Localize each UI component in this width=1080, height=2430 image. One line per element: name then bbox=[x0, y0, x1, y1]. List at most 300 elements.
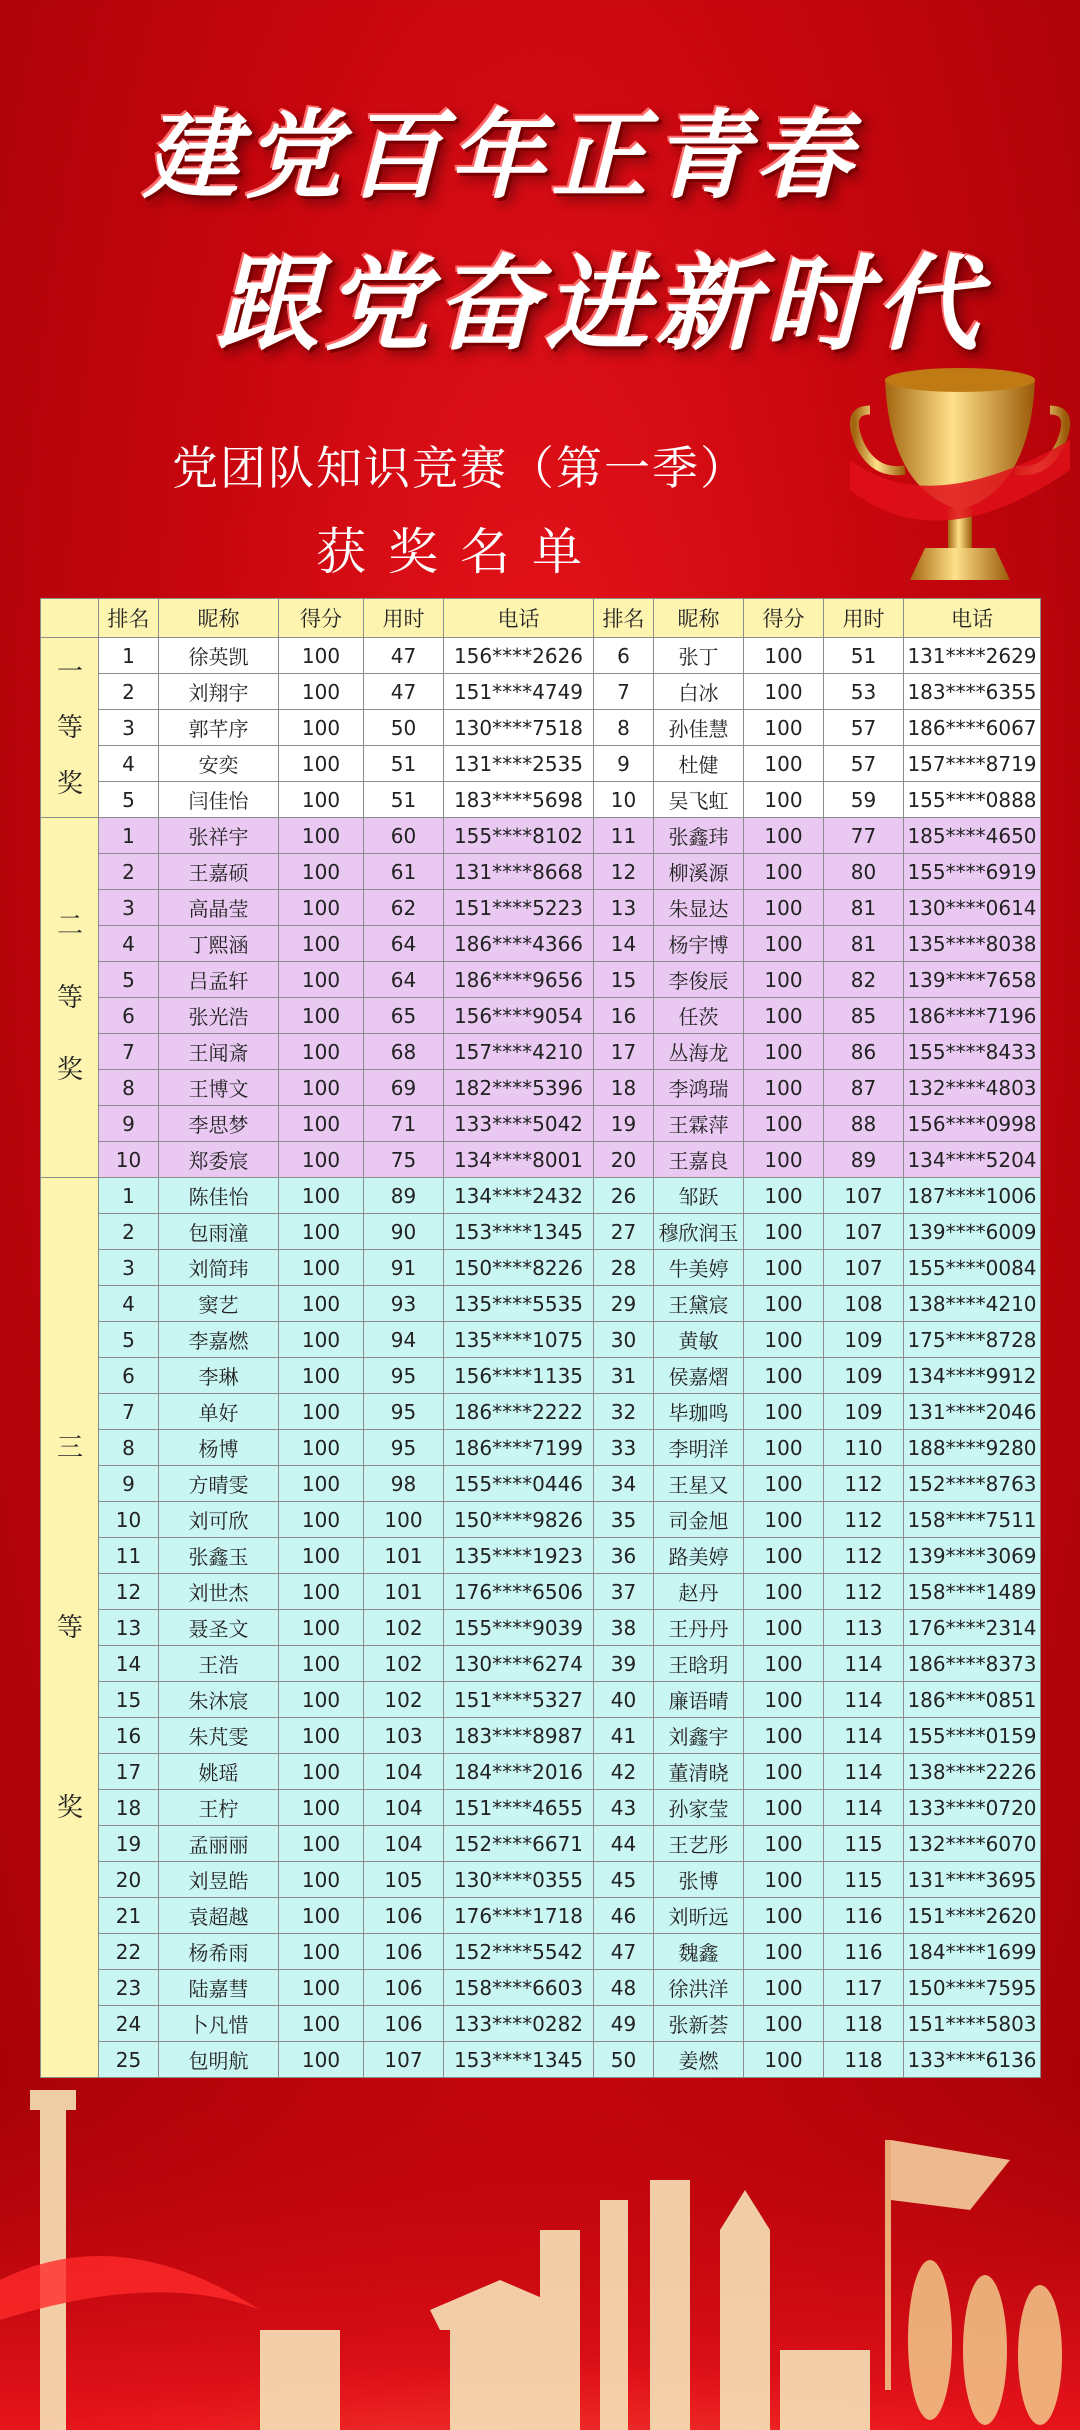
cell-phone: 133****5042 bbox=[444, 1106, 594, 1142]
cell-time: 109 bbox=[824, 1322, 904, 1358]
table-row bbox=[41, 746, 1041, 782]
cell-time: 93 bbox=[364, 1286, 444, 1322]
cell-score: 100 bbox=[279, 1970, 364, 2006]
cell-phone: 186****0851 bbox=[904, 1682, 1041, 1718]
cell-time: 114 bbox=[824, 1682, 904, 1718]
cell-nickname: 王闻斎 bbox=[159, 1034, 279, 1070]
cell-phone: 151****5223 bbox=[444, 890, 594, 926]
cell-phone: 150****7595 bbox=[904, 1970, 1041, 2006]
cell-nickname: 李明洋 bbox=[654, 1430, 744, 1466]
table-row bbox=[41, 1250, 1041, 1286]
cell-rank: 9 bbox=[594, 746, 654, 782]
slogan-line-1: 建党百年正青春 bbox=[143, 99, 857, 212]
cell-time: 86 bbox=[824, 1034, 904, 1070]
cell-rank: 4 bbox=[99, 746, 159, 782]
cell-nickname: 王丹丹 bbox=[654, 1610, 744, 1646]
cell-score: 100 bbox=[279, 1718, 364, 1754]
cell-rank: 41 bbox=[594, 1718, 654, 1754]
cell-rank: 3 bbox=[99, 890, 159, 926]
cell-time: 104 bbox=[364, 1826, 444, 1862]
cell-time: 65 bbox=[364, 998, 444, 1034]
cell-phone: 151****4655 bbox=[444, 1790, 594, 1826]
table-row bbox=[41, 962, 1041, 998]
header-phone: 电话 bbox=[904, 599, 1041, 638]
table-row bbox=[41, 1970, 1041, 2006]
cell-time: 112 bbox=[824, 1574, 904, 1610]
cell-nickname: 张博 bbox=[654, 1862, 744, 1898]
cell-time: 68 bbox=[364, 1034, 444, 1070]
cell-score: 100 bbox=[279, 1178, 364, 1214]
cell-score: 100 bbox=[279, 1898, 364, 1934]
table-row bbox=[41, 1142, 1041, 1178]
cell-score: 100 bbox=[744, 818, 824, 854]
cell-rank: 47 bbox=[594, 1934, 654, 1970]
cell-rank: 10 bbox=[99, 1142, 159, 1178]
cell-rank: 6 bbox=[99, 1358, 159, 1394]
cell-time: 95 bbox=[364, 1394, 444, 1430]
cell-time: 61 bbox=[364, 854, 444, 890]
contest-title: 党团队知识竞赛（第一季） bbox=[172, 441, 748, 495]
cell-rank: 40 bbox=[594, 1682, 654, 1718]
cell-nickname: 郑委宸 bbox=[159, 1142, 279, 1178]
cell-nickname: 王艺彤 bbox=[654, 1826, 744, 1862]
cell-phone: 132****4803 bbox=[904, 1070, 1041, 1106]
cell-time: 90 bbox=[364, 1214, 444, 1250]
table-row bbox=[41, 1610, 1041, 1646]
cell-nickname: 丁熙涵 bbox=[159, 926, 279, 962]
cell-time: 106 bbox=[364, 1970, 444, 2006]
cell-time: 114 bbox=[824, 1718, 904, 1754]
table-row bbox=[41, 1934, 1041, 1970]
prize-group-label: 一等奖 bbox=[41, 638, 99, 818]
cell-score: 100 bbox=[279, 2042, 364, 2078]
header-time: 用时 bbox=[364, 599, 444, 638]
prize-group-label: 三等奖 bbox=[41, 1178, 99, 2078]
cell-rank: 8 bbox=[594, 710, 654, 746]
cell-time: 107 bbox=[824, 1214, 904, 1250]
cell-rank: 18 bbox=[99, 1790, 159, 1826]
cell-rank: 19 bbox=[99, 1826, 159, 1862]
cell-rank: 32 bbox=[594, 1394, 654, 1430]
cell-rank: 24 bbox=[99, 2006, 159, 2042]
cell-phone: 155****0888 bbox=[904, 782, 1041, 818]
table-row bbox=[41, 1178, 1041, 1214]
cell-rank: 50 bbox=[594, 2042, 654, 2078]
cell-nickname: 王晗玥 bbox=[654, 1646, 744, 1682]
cell-phone: 182****5396 bbox=[444, 1070, 594, 1106]
cell-score: 100 bbox=[279, 854, 364, 890]
header-nickname: 昵称 bbox=[159, 599, 279, 638]
cell-score: 100 bbox=[279, 1394, 364, 1430]
cell-phone: 131****2535 bbox=[444, 746, 594, 782]
cell-phone: 139****6009 bbox=[904, 1214, 1041, 1250]
cell-score: 100 bbox=[744, 1034, 824, 1070]
cell-phone: 184****2016 bbox=[444, 1754, 594, 1790]
cell-score: 100 bbox=[279, 1034, 364, 1070]
cell-nickname: 吴飞虹 bbox=[654, 782, 744, 818]
cell-score: 100 bbox=[744, 674, 824, 710]
cell-score: 100 bbox=[279, 1754, 364, 1790]
cell-phone: 135****1075 bbox=[444, 1322, 594, 1358]
cell-time: 114 bbox=[824, 1790, 904, 1826]
cell-score: 100 bbox=[744, 1214, 824, 1250]
cell-score: 100 bbox=[744, 1610, 824, 1646]
cell-phone: 176****1718 bbox=[444, 1898, 594, 1934]
cell-score: 100 bbox=[279, 1790, 364, 1826]
cell-time: 112 bbox=[824, 1466, 904, 1502]
table-row bbox=[41, 1790, 1041, 1826]
table-row bbox=[41, 1286, 1041, 1322]
table-row bbox=[41, 674, 1041, 710]
cell-nickname: 李嘉燃 bbox=[159, 1322, 279, 1358]
cell-rank: 38 bbox=[594, 1610, 654, 1646]
cell-score: 100 bbox=[279, 1322, 364, 1358]
cell-time: 101 bbox=[364, 1574, 444, 1610]
cell-rank: 43 bbox=[594, 1790, 654, 1826]
cell-time: 85 bbox=[824, 998, 904, 1034]
cell-nickname: 王浩 bbox=[159, 1646, 279, 1682]
cell-phone: 155****8433 bbox=[904, 1034, 1041, 1070]
cell-score: 100 bbox=[744, 998, 824, 1034]
cell-score: 100 bbox=[279, 1862, 364, 1898]
cell-score: 100 bbox=[279, 1214, 364, 1250]
table-row bbox=[41, 1394, 1041, 1430]
cell-phone: 176****6506 bbox=[444, 1574, 594, 1610]
header-score: 得分 bbox=[279, 599, 364, 638]
cell-score: 100 bbox=[279, 1106, 364, 1142]
cell-nickname: 聂圣文 bbox=[159, 1610, 279, 1646]
cell-nickname: 赵丹 bbox=[654, 1574, 744, 1610]
cell-nickname: 杨宇博 bbox=[654, 926, 744, 962]
cell-rank: 39 bbox=[594, 1646, 654, 1682]
header-rank: 排名 bbox=[594, 599, 654, 638]
cell-nickname: 董清晓 bbox=[654, 1754, 744, 1790]
cell-phone: 151****5803 bbox=[904, 2006, 1041, 2042]
cell-rank: 19 bbox=[594, 1106, 654, 1142]
header-score: 得分 bbox=[744, 599, 824, 638]
cell-time: 75 bbox=[364, 1142, 444, 1178]
cell-score: 100 bbox=[744, 1322, 824, 1358]
cell-phone: 158****6603 bbox=[444, 1970, 594, 2006]
cell-nickname: 白冰 bbox=[654, 674, 744, 710]
cell-rank: 5 bbox=[99, 1322, 159, 1358]
cell-time: 71 bbox=[364, 1106, 444, 1142]
cell-phone: 151****4749 bbox=[444, 674, 594, 710]
cell-phone: 155****9039 bbox=[444, 1610, 594, 1646]
cell-score: 100 bbox=[279, 1610, 364, 1646]
cell-nickname: 柳溪源 bbox=[654, 854, 744, 890]
cell-score: 100 bbox=[279, 1286, 364, 1322]
cell-nickname: 王黛宸 bbox=[654, 1286, 744, 1322]
cell-rank: 5 bbox=[99, 782, 159, 818]
cell-rank: 7 bbox=[99, 1394, 159, 1430]
cell-time: 112 bbox=[824, 1538, 904, 1574]
cell-time: 102 bbox=[364, 1646, 444, 1682]
cell-score: 100 bbox=[744, 1538, 824, 1574]
cell-nickname: 魏鑫 bbox=[654, 1934, 744, 1970]
cell-score: 100 bbox=[744, 1430, 824, 1466]
cell-rank: 13 bbox=[594, 890, 654, 926]
cell-phone: 155****0159 bbox=[904, 1718, 1041, 1754]
table-row bbox=[41, 1502, 1041, 1538]
cell-score: 100 bbox=[744, 1250, 824, 1286]
cell-time: 47 bbox=[364, 638, 444, 674]
header-rank: 排名 bbox=[99, 599, 159, 638]
cell-score: 100 bbox=[744, 1934, 824, 1970]
cell-time: 107 bbox=[364, 2042, 444, 2078]
cell-phone: 157****8719 bbox=[904, 746, 1041, 782]
cell-nickname: 姜燃 bbox=[654, 2042, 744, 2078]
cell-rank: 44 bbox=[594, 1826, 654, 1862]
table-row bbox=[41, 1466, 1041, 1502]
cell-score: 100 bbox=[744, 1394, 824, 1430]
cell-phone: 186****6067 bbox=[904, 710, 1041, 746]
cell-rank: 10 bbox=[99, 1502, 159, 1538]
cell-phone: 131****3695 bbox=[904, 1862, 1041, 1898]
cell-score: 100 bbox=[744, 1142, 824, 1178]
cell-score: 100 bbox=[279, 818, 364, 854]
cell-time: 77 bbox=[824, 818, 904, 854]
cell-phone: 152****8763 bbox=[904, 1466, 1041, 1502]
cell-nickname: 孙佳慧 bbox=[654, 710, 744, 746]
cell-score: 100 bbox=[744, 1070, 824, 1106]
cell-rank: 33 bbox=[594, 1430, 654, 1466]
cell-time: 60 bbox=[364, 818, 444, 854]
cell-nickname: 张新荟 bbox=[654, 2006, 744, 2042]
cell-time: 80 bbox=[824, 854, 904, 890]
cell-time: 104 bbox=[364, 1790, 444, 1826]
cell-time: 51 bbox=[824, 638, 904, 674]
cell-phone: 151****5327 bbox=[444, 1682, 594, 1718]
city-skyline-decoration bbox=[0, 2080, 1080, 2430]
cell-score: 100 bbox=[279, 1502, 364, 1538]
cell-score: 100 bbox=[279, 710, 364, 746]
cell-time: 102 bbox=[364, 1682, 444, 1718]
cell-nickname: 杜健 bbox=[654, 746, 744, 782]
table-row bbox=[41, 1214, 1041, 1250]
cell-time: 106 bbox=[364, 1898, 444, 1934]
cell-phone: 155****6919 bbox=[904, 854, 1041, 890]
cell-time: 81 bbox=[824, 890, 904, 926]
table-row bbox=[41, 1322, 1041, 1358]
cell-nickname: 刘翔宇 bbox=[159, 674, 279, 710]
winners-table bbox=[40, 598, 1041, 2078]
cell-nickname: 陈佳怡 bbox=[159, 1178, 279, 1214]
cell-score: 100 bbox=[744, 890, 824, 926]
cell-rank: 45 bbox=[594, 1862, 654, 1898]
cell-time: 51 bbox=[364, 782, 444, 818]
cell-time: 109 bbox=[824, 1358, 904, 1394]
cell-rank: 26 bbox=[594, 1178, 654, 1214]
cell-time: 107 bbox=[824, 1178, 904, 1214]
cell-phone: 187****1006 bbox=[904, 1178, 1041, 1214]
cell-rank: 1 bbox=[99, 1178, 159, 1214]
table-row bbox=[41, 1034, 1041, 1070]
cell-rank: 31 bbox=[594, 1358, 654, 1394]
cell-phone: 188****9280 bbox=[904, 1430, 1041, 1466]
cell-rank: 14 bbox=[594, 926, 654, 962]
cell-time: 101 bbox=[364, 1538, 444, 1574]
cell-score: 100 bbox=[744, 1862, 824, 1898]
cell-nickname: 张光浩 bbox=[159, 998, 279, 1034]
cell-nickname: 刘昱皓 bbox=[159, 1862, 279, 1898]
cell-nickname: 朱芃雯 bbox=[159, 1718, 279, 1754]
cell-nickname: 王霖萍 bbox=[654, 1106, 744, 1142]
cell-phone: 158****7511 bbox=[904, 1502, 1041, 1538]
cell-nickname: 路美婷 bbox=[654, 1538, 744, 1574]
cell-score: 100 bbox=[279, 2006, 364, 2042]
cell-rank: 29 bbox=[594, 1286, 654, 1322]
cell-nickname: 司金旭 bbox=[654, 1502, 744, 1538]
cell-nickname: 徐洪洋 bbox=[654, 1970, 744, 2006]
table-row bbox=[41, 1106, 1041, 1142]
cell-score: 100 bbox=[744, 1826, 824, 1862]
cell-score: 100 bbox=[744, 962, 824, 998]
cell-phone: 139****7658 bbox=[904, 962, 1041, 998]
group-header-cell bbox=[41, 599, 99, 638]
cell-phone: 156****1135 bbox=[444, 1358, 594, 1394]
cell-rank: 16 bbox=[594, 998, 654, 1034]
cell-rank: 27 bbox=[594, 1214, 654, 1250]
cell-time: 91 bbox=[364, 1250, 444, 1286]
cell-nickname: 包明航 bbox=[159, 2042, 279, 2078]
cell-phone: 185****4650 bbox=[904, 818, 1041, 854]
cell-rank: 6 bbox=[594, 638, 654, 674]
cell-time: 81 bbox=[824, 926, 904, 962]
cell-rank: 17 bbox=[594, 1034, 654, 1070]
table-row bbox=[41, 1718, 1041, 1754]
cell-nickname: 牛美婷 bbox=[654, 1250, 744, 1286]
cell-phone: 150****8226 bbox=[444, 1250, 594, 1286]
cell-score: 100 bbox=[744, 1898, 824, 1934]
cell-nickname: 刘简玮 bbox=[159, 1250, 279, 1286]
cell-score: 100 bbox=[279, 1358, 364, 1394]
cell-score: 100 bbox=[744, 638, 824, 674]
cell-phone: 133****0282 bbox=[444, 2006, 594, 2042]
cell-time: 87 bbox=[824, 1070, 904, 1106]
table-row bbox=[41, 926, 1041, 962]
cell-score: 100 bbox=[744, 746, 824, 782]
cell-rank: 10 bbox=[594, 782, 654, 818]
table-row bbox=[41, 782, 1041, 818]
cell-score: 100 bbox=[744, 1574, 824, 1610]
cell-rank: 14 bbox=[99, 1646, 159, 1682]
table-row bbox=[41, 1682, 1041, 1718]
cell-rank: 20 bbox=[99, 1862, 159, 1898]
cell-phone: 134****2432 bbox=[444, 1178, 594, 1214]
cell-rank: 13 bbox=[99, 1610, 159, 1646]
cell-nickname: 张鑫玮 bbox=[654, 818, 744, 854]
cell-score: 100 bbox=[279, 1538, 364, 1574]
cell-nickname: 朱显达 bbox=[654, 890, 744, 926]
table-row bbox=[41, 1538, 1041, 1574]
cell-nickname: 李思梦 bbox=[159, 1106, 279, 1142]
cell-score: 100 bbox=[279, 782, 364, 818]
cell-nickname: 廉语晴 bbox=[654, 1682, 744, 1718]
cell-phone: 139****3069 bbox=[904, 1538, 1041, 1574]
cell-time: 116 bbox=[824, 1898, 904, 1934]
cell-rank: 8 bbox=[99, 1430, 159, 1466]
table-row bbox=[41, 854, 1041, 890]
cell-phone: 138****2226 bbox=[904, 1754, 1041, 1790]
cell-score: 100 bbox=[279, 1574, 364, 1610]
cell-time: 105 bbox=[364, 1862, 444, 1898]
cell-nickname: 张丁 bbox=[654, 638, 744, 674]
cell-nickname: 张鑫玉 bbox=[159, 1538, 279, 1574]
cell-time: 108 bbox=[824, 1286, 904, 1322]
cell-phone: 183****6355 bbox=[904, 674, 1041, 710]
cell-time: 114 bbox=[824, 1754, 904, 1790]
cell-score: 100 bbox=[744, 1790, 824, 1826]
table-header-row bbox=[41, 599, 1041, 638]
cell-score: 100 bbox=[744, 926, 824, 962]
cell-score: 100 bbox=[744, 1970, 824, 2006]
cell-time: 109 bbox=[824, 1394, 904, 1430]
cell-rank: 15 bbox=[99, 1682, 159, 1718]
cell-time: 116 bbox=[824, 1934, 904, 1970]
cell-score: 100 bbox=[744, 782, 824, 818]
cell-nickname: 朱沐宸 bbox=[159, 1682, 279, 1718]
cell-nickname: 袁超越 bbox=[159, 1898, 279, 1934]
cell-rank: 8 bbox=[99, 1070, 159, 1106]
cell-score: 100 bbox=[744, 1178, 824, 1214]
cell-phone: 186****2222 bbox=[444, 1394, 594, 1430]
table-row bbox=[41, 890, 1041, 926]
cell-nickname: 窦艺 bbox=[159, 1286, 279, 1322]
table-row bbox=[41, 2006, 1041, 2042]
cell-nickname: 包雨潼 bbox=[159, 1214, 279, 1250]
cell-rank: 49 bbox=[594, 2006, 654, 2042]
cell-nickname: 陆嘉彗 bbox=[159, 1970, 279, 2006]
slogan-line-2: 跟党奋进新时代 bbox=[214, 242, 985, 365]
cell-score: 100 bbox=[279, 638, 364, 674]
cell-nickname: 李鸿瑞 bbox=[654, 1070, 744, 1106]
cell-phone: 130****0614 bbox=[904, 890, 1041, 926]
cell-time: 106 bbox=[364, 2006, 444, 2042]
cell-score: 100 bbox=[279, 674, 364, 710]
cell-nickname: 刘可欣 bbox=[159, 1502, 279, 1538]
cell-phone: 130****0355 bbox=[444, 1862, 594, 1898]
cell-time: 69 bbox=[364, 1070, 444, 1106]
cell-nickname: 高晶莹 bbox=[159, 890, 279, 926]
cell-nickname: 王博文 bbox=[159, 1070, 279, 1106]
cell-nickname: 王柠 bbox=[159, 1790, 279, 1826]
table-row bbox=[41, 1754, 1041, 1790]
cell-score: 100 bbox=[279, 746, 364, 782]
cell-rank: 35 bbox=[594, 1502, 654, 1538]
cell-score: 100 bbox=[279, 1466, 364, 1502]
cell-phone: 152****5542 bbox=[444, 1934, 594, 1970]
cell-rank: 12 bbox=[594, 854, 654, 890]
cell-phone: 153****1345 bbox=[444, 2042, 594, 2078]
cell-score: 100 bbox=[279, 926, 364, 962]
cell-phone: 135****5535 bbox=[444, 1286, 594, 1322]
cell-time: 110 bbox=[824, 1430, 904, 1466]
cell-phone: 130****6274 bbox=[444, 1646, 594, 1682]
cell-phone: 134****5204 bbox=[904, 1142, 1041, 1178]
cell-nickname: 孙家莹 bbox=[654, 1790, 744, 1826]
cell-rank: 4 bbox=[99, 926, 159, 962]
cell-rank: 12 bbox=[99, 1574, 159, 1610]
cell-phone: 135****1923 bbox=[444, 1538, 594, 1574]
cell-phone: 155****8102 bbox=[444, 818, 594, 854]
table-row bbox=[41, 1070, 1041, 1106]
cell-nickname: 郭芊序 bbox=[159, 710, 279, 746]
cell-rank: 7 bbox=[594, 674, 654, 710]
cell-time: 50 bbox=[364, 710, 444, 746]
trophy-icon bbox=[850, 350, 1070, 600]
cell-score: 100 bbox=[744, 710, 824, 746]
